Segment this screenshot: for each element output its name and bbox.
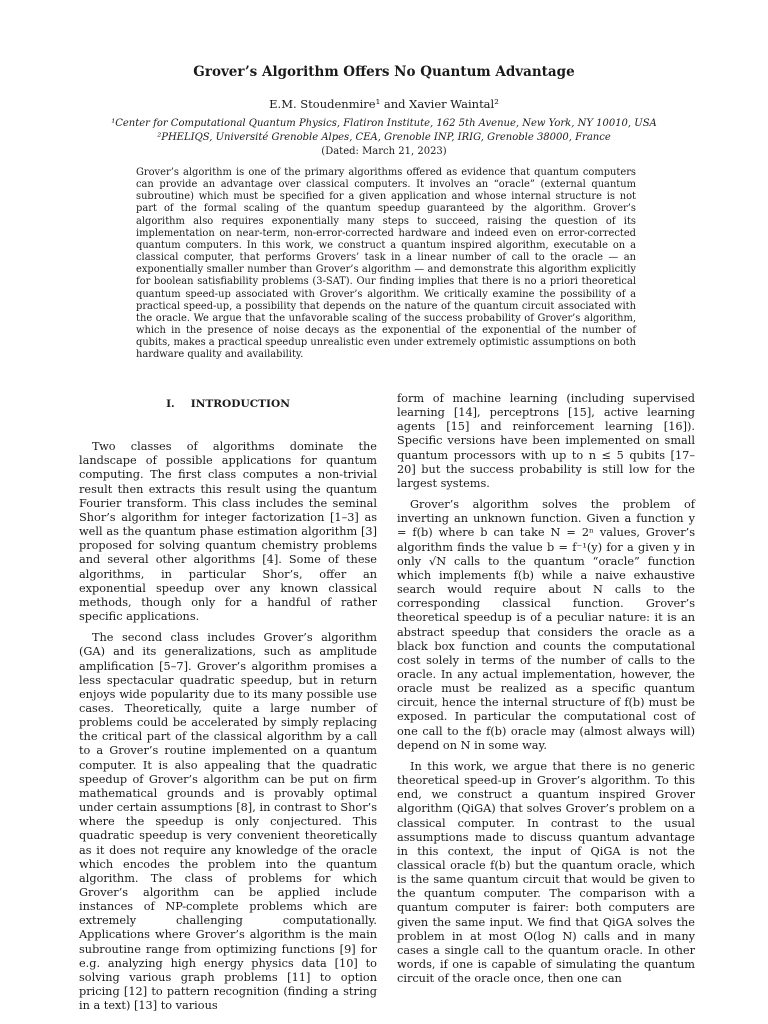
body-paragraph: The second class includes Grover’s algorithm (GA) and its generalizations, such as amplitude amplification [5–7]. Grover’s algorithm promises a less spectacular quadratic speedup, but in return enjoys wide popularity due to its many possible use cases. Theoretically, quite a large number of problems could be accelerated by simply replacing the critical part of the classical algorithm by a call to a Grover’s routine implemented on a quantum computer. It is also appealing that the quadratic speedup of Grover’s algorithm can be put on firm mathematical grounds and is provably optimal under certain assumptions [8], in contrast to Shor’s where the speedup is only conjectured. This quadratic speedup is very convenient theoretically as it does not require any knowledge of the oracle which encodes the problem into the quantum algorithm. The class of problems for which Grover’s algorithm can be applied include instances of NP-complete problems which are extremely challenging computationally. Applications where Grover’s algorithm is the main subroutine range from optimizing functions [9] for e.g. analyzing high energy physics data [10] to solving various graph problems [11] to option pricing [12] to pattern recognition (finding a string in a text) [13] to various [79, 631, 377, 1013]
affiliation-2: ²PHELIQS, Université Grenoble Alpes, CEA, Grenoble INP, IRIG, Grenoble 38000, France [157, 132, 611, 143]
body-paragraph: Grover’s algorithm solves the problem of inverting an unknown function. Given a function y = f(b) where b can take N = 2ⁿ values, Grover’s algorithm finds the value b = f⁻¹(y) for a given y in only √N calls to the quantum “oracle” function which implements f(b) while a naive exhaustive search would require about N calls to the corresponding classical function. Grover’s theoretical speedup is of a peculiar nature: it is an abstract speedup that considers the oracle as a black box function and counts the computational cost solely in terms of the number of calls to the oracle. In any actual implementation, however, the oracle must be realized as a specific quantum circuit, hence the internal structure of f(b) must be exposed. In particular the computational cost of one call to the f(b) oracle may (almost always will) depend on N in some way. [397, 498, 695, 752]
section-title: INTRODUCTION [190, 398, 290, 410]
section-heading [79, 397, 377, 411]
abstract: Grover’s algorithm is one of the primary algorithms offered as evidence that quantum computers can provide an advantage over classical computers. It involves an “oracle” (external quantum subroutine) which must be specified for a given application and whose internal structure is not part of the formal scaling of the quantum speedup guaranteed by the algorithm. Grover’s algorithm also requires exponentially many steps to succeed, raising the question of its implementation on near-term, non-error-corrected hardware and indeed even on error-corrected quantum computers. In this work, we construct a quantum inspired algorithm, executable on a classical computer, that performs Grovers’ task in a linear number of call to the oracle — an exponentially smaller number than Grover’s algorithm — and demonstrate this algorithm explicitly for boolean satisfiability problems (3-SAT). Our finding implies that there is no a priori theoretical quantum speed-up associated with Grover’s algorithm. We critically examine the possibility of a practical speed-up, a possibility that depends on the nature of the quantum circuit associated with the oracle. We argue that the unfavorable scaling of the success probability of Grover’s algorithm, which in the presence of noise decays as the exponential of the exponential of the number of qubits, makes a practical speedup unrealistic even under extremely optimistic assumptions on both hardware quality and availability. [136, 167, 636, 361]
body-paragraph: Two classes of algorithms dominate the landscape of possible applications for quantum computing. The first class computes a non-trivial result then extracts this result using the quantum Fourier transform. This class includes the seminal Shor’s algorithm for integer factorization [1–3] as well as the quantum phase estimation algorithm [3] proposed for solving quantum chemistry problems and several other algorithms [4]. Some of these algorithms, in particular Shor’s, offer an exponential speedup over any known classical methods, though only for a handful of rather specific applications. [79, 440, 377, 624]
dated-line: (Dated: March 21, 2023) [321, 146, 447, 157]
affiliation-1: ¹Center for Computational Quantum Physics, Flatiron Institute, 162 5th Avenue, New York, NY 10010, USA [111, 118, 657, 129]
body-paragraph: In this work, we argue that there is no generic theoretical speed-up in Grover’s algorithm. To this end, we construct a quantum inspired Grover algorithm (QiGA) that solves Grover’s problem on a classical computer. In contrast to the usual assumptions made to discuss quantum advantage in this context, the input of QiGA is not the classical oracle f(b) but the quantum oracle, which is the same quantum circuit that would be given to the quantum computer. The comparison with a quantum computer is fairer: both computers are given the same input. We find that QiGA solves the problem in at most O(log N) calls and in many cases a single call to the quantum oracle. In other words, if one is capable of simulating the quantum circuit of the oracle once, then one can [397, 759, 695, 986]
body-paragraph: form of machine learning (including supervised learning [14], perceptrons [15], active learning agents [15] and reinforcement learning [16]). Specific versions have been implemented on small quantum processors with up to n ≤ 5 qubits [17–20] but the success probability is still low for the largest systems. [397, 392, 695, 490]
left-column [79, 392, 377, 1020]
paper-title: Grover’s Algorithm Offers No Quantum Advantage [193, 64, 575, 80]
section-number: I. [166, 398, 175, 410]
author-list: E.M. Stoudenmire¹ and Xavier Waintal² [269, 97, 499, 111]
right-column [397, 392, 695, 993]
